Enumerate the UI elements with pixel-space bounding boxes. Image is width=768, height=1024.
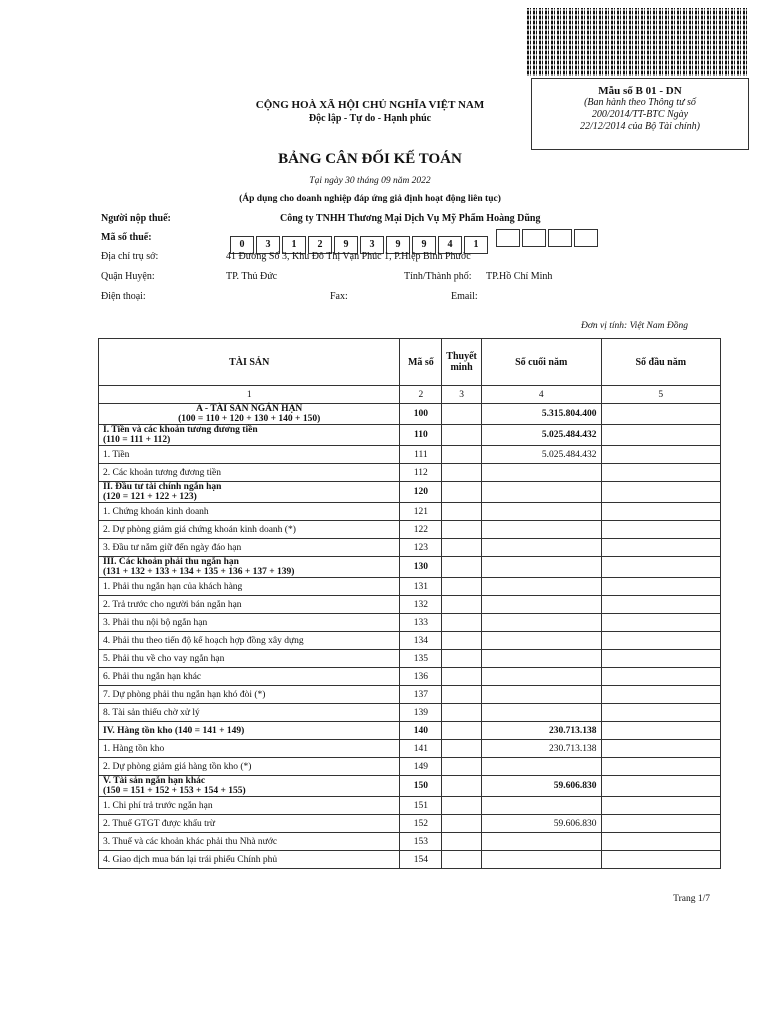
row-label: I. Tiền và các khoản tương đương tiền [103, 425, 258, 435]
currency-unit: Đơn vị tính: Việt Nam Đồng [580, 321, 688, 331]
row-note [442, 668, 482, 686]
row-note [442, 797, 482, 815]
row-end-value [481, 797, 601, 815]
row-label-cell [99, 482, 400, 503]
row-code: 135 [400, 650, 442, 668]
row-label-cell [99, 740, 400, 758]
taxcode-label: Mã số thuế: [101, 232, 152, 243]
row-begin-value [601, 704, 720, 722]
row-note [442, 446, 482, 464]
row-end-value [481, 614, 601, 632]
row-note [442, 722, 482, 740]
row-code: 139 [400, 704, 442, 722]
row-note [442, 539, 482, 557]
table-row [99, 596, 721, 614]
row-begin-value [601, 740, 720, 758]
row-code: 141 [400, 740, 442, 758]
row-label-cell [99, 668, 400, 686]
row-end-value: 5.025.484.432 [481, 446, 601, 464]
row-label: 2. Dự phòng giảm giá chứng khoán kinh doanh (*) [103, 524, 296, 535]
row-begin-value [601, 446, 720, 464]
row-end-value [481, 632, 601, 650]
row-note [442, 686, 482, 704]
row-begin-value [601, 557, 720, 578]
taxcode-digit: 9 [334, 236, 358, 254]
row-label: 1. Chứng khoán kinh doanh [103, 506, 209, 517]
form-note-3: 22/12/2014 của Bộ Tài chính) [580, 121, 700, 132]
form-note-1: (Ban hành theo Thông tư số [584, 97, 696, 108]
row-end-value [481, 578, 601, 596]
row-code: 122 [400, 521, 442, 539]
page-number: Trang 1/7 [673, 894, 710, 904]
row-code: 154 [400, 851, 442, 869]
table-row [99, 464, 721, 482]
table-row [99, 851, 721, 869]
taxcode-digit: 3 [360, 236, 384, 254]
row-note [442, 704, 482, 722]
form-code-box [531, 78, 749, 150]
address-value: 41 Đường Số 3, Khu Đô Thị Vạn Phúc 1, P.Hiệp Bình Phước [226, 251, 471, 262]
row-code: 100 [400, 404, 442, 425]
nation-heading: CỘNG HOÀ XÃ HỘI CHỦ NGHĨA VIỆT NAM [255, 99, 485, 111]
taxcode-digit: 2 [308, 236, 332, 254]
row-label-cell [99, 758, 400, 776]
report-scope: (Áp dụng cho doanh nghiệp đáp ứng giả định hoạt động liên tục) [239, 194, 501, 204]
page-title: BẢNG CÂN ĐỐI KẾ TOÁN [278, 151, 462, 167]
row-label-cell [99, 776, 400, 797]
taxcode-digit [548, 229, 572, 247]
row-label: 2. Trả trước cho người bán ngắn hạn [103, 599, 242, 610]
row-code: 120 [400, 482, 442, 503]
row-label: 1. Hàng tồn kho [103, 743, 165, 754]
row-label: 8. Tài sản thiếu chờ xử lý [103, 707, 200, 718]
row-end-value: 5.025.484.432 [481, 425, 601, 446]
row-label: 1. Phải thu ngắn hạn của khách hàng [103, 581, 243, 592]
report-date: Tại ngày 30 tháng 09 năm 2022 [309, 176, 431, 186]
row-begin-value [601, 722, 720, 740]
row-begin-value [601, 797, 720, 815]
row-end-value [481, 758, 601, 776]
row-end-value [481, 539, 601, 557]
district-label: Quận Huyện: [101, 271, 155, 282]
row-code: 123 [400, 539, 442, 557]
table-row [99, 668, 721, 686]
table-row [99, 614, 721, 632]
table-row [99, 758, 721, 776]
row-label-cell [99, 557, 400, 578]
row-note [442, 614, 482, 632]
row-end-value [481, 851, 601, 869]
row-formula: (100 = 110 + 120 + 130 + 140 + 150) [178, 414, 321, 424]
table-row [99, 833, 721, 851]
row-begin-value [601, 668, 720, 686]
table-row [99, 539, 721, 557]
row-label-cell [99, 578, 400, 596]
table-row [99, 650, 721, 668]
row-begin-value [601, 650, 720, 668]
row-label: 2. Dự phòng giảm giá hàng tồn kho (*) [103, 761, 252, 772]
row-label-cell [99, 632, 400, 650]
row-code: 132 [400, 596, 442, 614]
row-note [442, 464, 482, 482]
row-note [442, 425, 482, 446]
row-begin-value [601, 482, 720, 503]
row-formula: (150 = 151 + 152 + 153 + 154 + 155) [103, 786, 246, 796]
row-note [442, 776, 482, 797]
row-label-cell [99, 614, 400, 632]
row-label: 3. Thuế và các khoản khác phải thu Nhà nước [103, 836, 278, 847]
taxcode-digit: 0 [230, 236, 254, 254]
row-code: 140 [400, 722, 442, 740]
row-begin-value [601, 632, 720, 650]
table-row [99, 797, 721, 815]
row-end-value [481, 650, 601, 668]
table-row [99, 740, 721, 758]
row-begin-value [601, 578, 720, 596]
row-label: V. Tài sản ngắn hạn khác [103, 776, 206, 786]
row-label-cell [99, 797, 400, 815]
row-begin-value [601, 521, 720, 539]
taxcode-digit: 3 [256, 236, 280, 254]
row-begin-value [601, 503, 720, 521]
row-end-value: 59.606.830 [481, 776, 601, 797]
address-label: Địa chỉ trụ sở: [101, 251, 159, 262]
email-label: Email: [451, 291, 478, 302]
row-code: 137 [400, 686, 442, 704]
taxcode-digit: 4 [438, 236, 462, 254]
taxcode-digit: 9 [412, 236, 436, 254]
table-row [99, 425, 721, 446]
table-row [99, 722, 721, 740]
row-label-cell [99, 833, 400, 851]
col-header-note: Thuyết minh [442, 339, 482, 386]
row-code: 136 [400, 668, 442, 686]
col-header-end: Số cuối năm [481, 339, 601, 386]
row-note [442, 758, 482, 776]
row-end-value: 5.315.804.400 [481, 404, 601, 425]
balance-sheet-table [98, 338, 721, 869]
row-note [442, 482, 482, 503]
row-begin-value [601, 425, 720, 446]
row-begin-value [601, 833, 720, 851]
col-number: 1 [99, 386, 400, 404]
row-begin-value [601, 404, 720, 425]
row-end-value [481, 557, 601, 578]
row-code: 111 [400, 446, 442, 464]
row-code: 153 [400, 833, 442, 851]
row-note [442, 650, 482, 668]
column-number-row [99, 386, 721, 404]
row-code: 152 [400, 815, 442, 833]
row-note [442, 632, 482, 650]
row-code: 112 [400, 464, 442, 482]
row-code: 130 [400, 557, 442, 578]
row-label: 7. Dự phòng phải thu ngắn hạn khó đòi (*) [103, 689, 266, 700]
row-begin-value [601, 851, 720, 869]
province-label: Tỉnh/Thành phố: [404, 271, 472, 282]
row-label-cell [99, 686, 400, 704]
row-label: 3. Phải thu nội bộ ngắn hạn [103, 617, 208, 628]
taxcode-digit: 1 [282, 236, 306, 254]
row-formula: (110 = 111 + 112) [103, 435, 171, 445]
row-label: 2. Thuế GTGT được khấu trừ [103, 818, 216, 829]
row-note [442, 596, 482, 614]
row-end-value [481, 503, 601, 521]
row-note [442, 521, 482, 539]
row-label-cell [99, 425, 400, 446]
row-label: 3. Đầu tư nắm giữ đến ngày đáo hạn [103, 542, 242, 553]
row-begin-value [601, 596, 720, 614]
taxcode-digit [574, 229, 598, 247]
row-label-cell [99, 503, 400, 521]
taxcode-digit [496, 229, 520, 247]
row-end-value [481, 521, 601, 539]
row-label: 1. Chi phí trả trước ngắn hạn [103, 800, 213, 811]
row-code: 149 [400, 758, 442, 776]
row-code: 121 [400, 503, 442, 521]
row-end-value [481, 482, 601, 503]
row-label: 1. Tiền [103, 449, 130, 460]
row-begin-value [601, 614, 720, 632]
row-note [442, 740, 482, 758]
row-label-cell [99, 464, 400, 482]
row-begin-value [601, 815, 720, 833]
row-label-cell [99, 539, 400, 557]
row-label: 4. Giao dịch mua bán lại trái phiếu Chính phủ [103, 854, 278, 865]
col-number: 5 [601, 386, 720, 404]
district-value: TP. Thủ Đức [226, 271, 278, 282]
table-row [99, 632, 721, 650]
row-code: 131 [400, 578, 442, 596]
row-end-value [481, 704, 601, 722]
table-row [99, 704, 721, 722]
row-label: 6. Phải thu ngắn hạn khác [103, 671, 202, 682]
col-header-begin: Số đầu năm [601, 339, 720, 386]
row-label: 2. Các khoản tương đương tiền [103, 467, 221, 478]
phone-label: Điện thoại: [101, 291, 146, 302]
row-end-value [481, 686, 601, 704]
row-label-cell [99, 851, 400, 869]
taxpayer-label: Người nộp thuế: [101, 213, 171, 224]
row-note [442, 815, 482, 833]
col-header-assets: TÀI SẢN [99, 339, 400, 386]
row-note [442, 503, 482, 521]
table-row [99, 557, 721, 578]
row-label: 4. Phải thu theo tiến độ kế hoạch hợp đồng xây dựng [103, 635, 304, 646]
row-note [442, 404, 482, 425]
row-label: III. Các khoản phải thu ngắn hạn [103, 557, 239, 567]
fax-label: Fax: [330, 291, 348, 302]
row-begin-value [601, 776, 720, 797]
row-end-value [481, 596, 601, 614]
table-row [99, 521, 721, 539]
taxpayer-value: Công ty TNHH Thương Mại Dịch Vụ Mỹ Phẩm Hoàng Dũng [280, 213, 541, 224]
row-end-value: 230.713.138 [481, 722, 601, 740]
row-end-value [481, 833, 601, 851]
row-end-value: 230.713.138 [481, 740, 601, 758]
table-row [99, 482, 721, 503]
table-header-row [99, 339, 721, 386]
row-label-cell [99, 704, 400, 722]
form-code: Mẫu số B 01 - DN [598, 85, 682, 97]
barcode-image [527, 8, 747, 76]
form-note-2: 200/2014/TT-BTC Ngày [591, 109, 689, 120]
row-note [442, 578, 482, 596]
row-label-cell [99, 815, 400, 833]
row-label: IV. Hàng tồn kho (140 = 141 + 149) [103, 725, 245, 736]
col-header-code: Mã số [400, 339, 442, 386]
table-row [99, 503, 721, 521]
row-label-cell [99, 722, 400, 740]
row-formula: (131 + 132 + 133 + 134 + 135 + 136 + 137 + 139) [103, 567, 295, 577]
row-end-value [481, 464, 601, 482]
table-row [99, 686, 721, 704]
row-begin-value [601, 539, 720, 557]
row-note [442, 851, 482, 869]
motto: Độc lập - Tự do - Hạnh phúc [308, 113, 432, 124]
row-code: 150 [400, 776, 442, 797]
row-note [442, 833, 482, 851]
taxcode-digit [522, 229, 546, 247]
province-value: TP.Hồ Chí Minh [486, 271, 553, 282]
row-label: II. Đầu tư tài chính ngắn hạn [103, 482, 222, 492]
table-row [99, 578, 721, 596]
row-label-cell [99, 404, 400, 425]
row-label-cell [99, 446, 400, 464]
taxcode-digit: 9 [386, 236, 410, 254]
row-label: 5. Phải thu về cho vay ngắn hạn [103, 653, 225, 664]
row-end-value: 59.606.830 [481, 815, 601, 833]
taxcode-digit: 1 [464, 236, 488, 254]
row-label-cell [99, 521, 400, 539]
row-formula: (120 = 121 + 122 + 123) [103, 492, 197, 502]
row-label: A - TÀI SẢN NGẮN HẠN [196, 404, 303, 414]
col-number: 3 [442, 386, 482, 404]
row-code: 110 [400, 425, 442, 446]
row-code: 151 [400, 797, 442, 815]
row-begin-value [601, 464, 720, 482]
row-begin-value [601, 686, 720, 704]
table-row [99, 404, 721, 425]
row-end-value [481, 668, 601, 686]
col-number: 2 [400, 386, 442, 404]
row-begin-value [601, 758, 720, 776]
table-row [99, 446, 721, 464]
col-number: 4 [481, 386, 601, 404]
row-note [442, 557, 482, 578]
row-label-cell [99, 596, 400, 614]
row-code: 133 [400, 614, 442, 632]
row-code: 134 [400, 632, 442, 650]
row-label-cell [99, 650, 400, 668]
table-row [99, 776, 721, 797]
table-row [99, 815, 721, 833]
